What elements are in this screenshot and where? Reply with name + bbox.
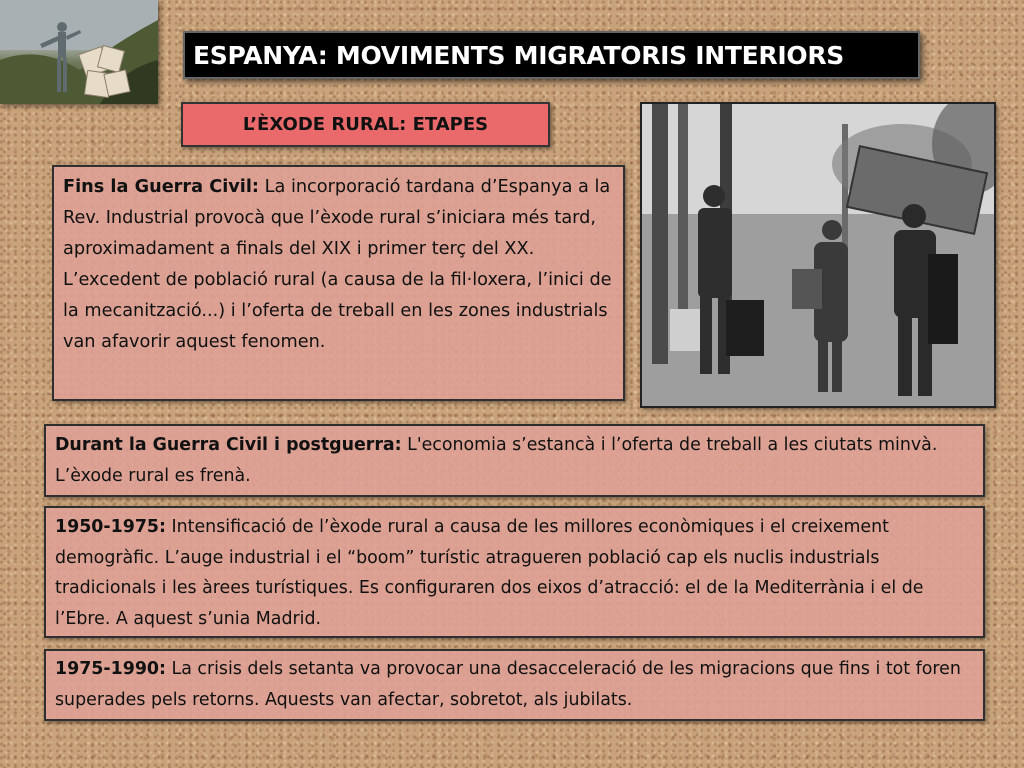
stage-text: La incorporació tardana d’Espanya a la Rev. Industrial provocà que l’èxode rural s’iniciara més tard, aproximadament a finals del XIX i primer terç del XX. L’excedent de població rural (a causa de la fil·loxera, l’inici de la mecanització...) i l’oferta de treball en les zones industrials van afavorir aquest fenomen.: [63, 177, 612, 352]
stage-1975-1990: [44, 649, 985, 721]
stage-1950-1975: [44, 506, 985, 638]
monument-photo: [0, 0, 158, 104]
stage-heading: Fins la Guerra Civil:: [63, 177, 259, 197]
stage-fins-guerra-civil: [52, 165, 625, 401]
stage-heading: Durant la Guerra Civil i postguerra:: [55, 435, 402, 455]
stage-text: L'economia s’estancà i l’oferta de treball a les ciutats minvà. L’èxode rural es frenà.: [55, 435, 938, 486]
stage-guerra-civil-postguerra: [44, 424, 985, 497]
stage-text: La crisis dels setanta va provocar una desacceleració de les migracions que fins i tot foren superades pels retorns. Aquests van afectar, sobretot, als jubilats.: [55, 659, 961, 710]
page-title: ESPANYA: MOVIMENTS MIGRATORIS INTERIORS: [183, 31, 920, 79]
stage-text: Intensificació de l’èxode rural a causa de les millores econòmiques i el creixement demogràfic. L’auge industrial i el “boom” turístic atragueren població cap els nuclis industrials tradicionals i les àrees turístiques. Es configuraren dos eixos d’atracció: el de la Mediterrània i el de l’Ebre. A aquest s’unia Madrid.: [55, 517, 924, 629]
stage-heading: 1950-1975:: [55, 517, 166, 537]
stage-heading: 1975-1990:: [55, 659, 166, 679]
migrants-photo: [640, 102, 996, 408]
section-subtitle: L’ÈXODE RURAL: ETAPES: [181, 102, 550, 147]
